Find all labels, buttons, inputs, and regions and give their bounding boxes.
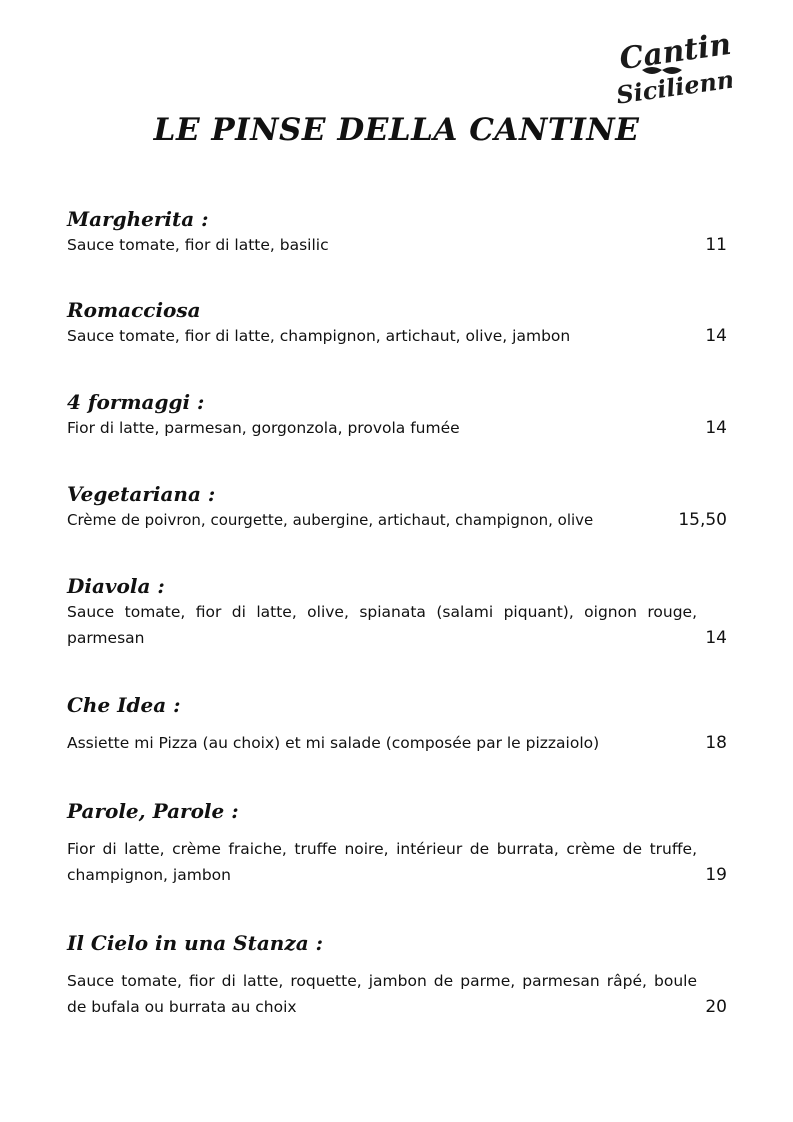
item-price: 18 bbox=[705, 733, 727, 753]
page-title: LE PINSE DELLA CANTINE bbox=[153, 112, 640, 148]
item-description: Sauce tomate, fior di latte, basilic bbox=[67, 236, 329, 254]
menu-item-margherita bbox=[67, 206, 727, 258]
menu-item-parole-parole bbox=[67, 798, 727, 888]
item-name: Parole, Parole : bbox=[67, 799, 239, 823]
item-description: Fior di latte, parmesan, gorgonzola, provola fumée bbox=[67, 419, 460, 437]
item-line bbox=[67, 968, 727, 1020]
item-line bbox=[67, 323, 727, 349]
item-description: Fior di latte, crème fraiche, truffe noire, intérieur de burrata, crème de truffe, champignon, jambon bbox=[67, 840, 697, 884]
item-name: Diavola : bbox=[67, 574, 165, 598]
menu-item-vegetariana bbox=[67, 481, 727, 533]
item-name: 4 formaggi : bbox=[67, 390, 205, 414]
item-name: Margherita : bbox=[67, 207, 209, 231]
menu-item-diavola bbox=[67, 573, 727, 651]
item-price: 14 bbox=[705, 418, 727, 438]
item-price: 14 bbox=[705, 326, 727, 346]
logo-line1: Cantine bbox=[617, 24, 732, 78]
item-name: Che Idea : bbox=[67, 693, 181, 717]
item-line bbox=[67, 507, 727, 533]
item-description: Crème de poivron, courgette, aubergine, artichaut, champignon, olive bbox=[67, 511, 594, 529]
item-line bbox=[67, 415, 727, 441]
item-line bbox=[67, 836, 727, 888]
cantine-sicilienne-logo bbox=[612, 18, 732, 108]
item-description: Sauce tomate, fior di latte, olive, spianata (salami piquant), oignon rouge, parmesan bbox=[67, 603, 697, 647]
item-name: Il Cielo in una Stanza : bbox=[67, 931, 324, 955]
logo-line2: Sicilienne bbox=[614, 62, 732, 108]
item-description: Sauce tomate, fior di latte, roquette, jambon de parme, parmesan râpé, boule de bufala ou burrata au choix bbox=[67, 972, 697, 1016]
item-description: Assiette mi Pizza (au choix) et mi salade (composée par le pizzaiolo) bbox=[67, 734, 600, 752]
item-price: 15,50 bbox=[678, 510, 727, 530]
menu-item-4-formaggi bbox=[67, 389, 727, 441]
item-price: 14 bbox=[705, 628, 727, 648]
item-line bbox=[67, 599, 727, 651]
item-price: 20 bbox=[705, 997, 727, 1017]
menu-item-romacciosa bbox=[67, 297, 727, 349]
menu-item-che-idea bbox=[67, 692, 727, 756]
item-line bbox=[67, 730, 727, 756]
item-name: Romacciosa bbox=[67, 298, 201, 322]
item-price: 19 bbox=[705, 865, 727, 885]
item-description: Sauce tomate, fior di latte, champignon, artichaut, olive, jambon bbox=[67, 327, 571, 345]
logo-graphic bbox=[612, 18, 732, 108]
menu-item-il-cielo-in-una-stanza bbox=[67, 930, 727, 1020]
item-line bbox=[67, 232, 727, 258]
item-name: Vegetariana : bbox=[67, 482, 216, 506]
item-price: 11 bbox=[705, 235, 727, 255]
